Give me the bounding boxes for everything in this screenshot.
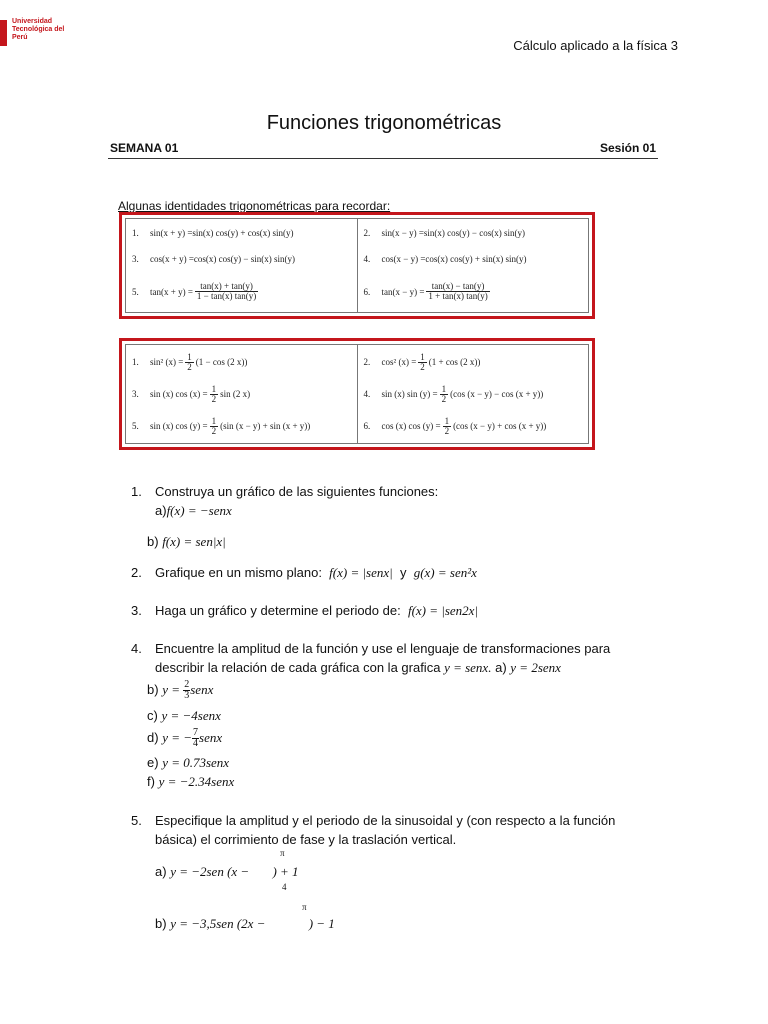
exercise-4: 4. Encuentre la amplitud de la función y use el lenguaje de transformaciones para [131, 641, 611, 656]
session-label: Sesión 01 [599, 141, 656, 155]
identities-table-sum [125, 218, 589, 313]
exercise-5a-denominator: 4 [282, 882, 287, 892]
exercise-3: 3. Haga un gráfico y determine el periodo de: f(x) = |sen2x| [131, 603, 479, 618]
identities-table-product [125, 344, 589, 444]
page-title: Funciones trigonométricas [266, 112, 502, 134]
logo-text: Universidad Tecnológica del Perú [12, 18, 65, 41]
logo-mark-icon [0, 20, 7, 46]
exercise-4c: c) y = −4senx [147, 708, 221, 723]
exercise-5a: a) y = −2sen (x − ) + 1 [155, 864, 299, 879]
exercise-5: 5. Especifique la amplitud y el periodo de la sinusoidal y (con respecto a la función [131, 813, 616, 828]
identity-cell: 2. cos² (x) = $\frac{1}{2}$ (1 + cos (2 x)) 4. sin (x) sin (y) = $\frac{1}{2}$ (cos (x − y) − cos (x + y)) 6. cos (x) cos (y) = $\frac{1}{2}$ (cos (x − y) + cos (x + y)) [363, 351, 547, 436]
identity-cell: 2. sin(x − y) = sin(x) cos(y) − cos(x) sin(y) 4. cos(x − y) = cos(x) cos(y) + sin(x) sin(y) 6. tan(x − y) = $\frac{\tan(x) - \tan(y)}{1 + \tan(x) \tan(y)}$ [363, 227, 527, 301]
identity-cell: 1. sin(x + y) = sin(x) cos(y) + cos(x) sin(y) 3. cos(x + y) = cos(x) cos(y) − sin(x) sin(y) 5. tan(x + y) = $\frac{\tan(x) + \tan(y)}{1 - \tan(x) \tan(y)}$ [126, 219, 358, 313]
exercise-2: 2. Grafique en un mismo plano: f(x) = |senx| y g(x) = sen²x [131, 565, 477, 580]
exercise-1a: a)f(x) = −senx [155, 503, 232, 518]
identity-cell: 1. sin² (x) = $\frac{1}{2}$ (1 − cos (2 x)) 3. sin (x) cos (x) = $\frac{1}{2}$ sin (2 x) 5. sin (x) cos (y) = $\frac{1}{2}$ (sin (x − y) + sin (x + y)) [126, 345, 358, 444]
exercise-4b: b) y = $\frac{2}{3}$ senx [147, 679, 214, 701]
exercise-5-line2: básica) el corrimiento de fase y la traslación vertical. [155, 832, 457, 847]
identities-intro: Algunas identidades trigonométricas para recordar: [118, 199, 391, 213]
course-name: Cálculo aplicado a la física 3 [513, 38, 678, 53]
exercise-4f: f) y = −2.34senx [147, 774, 235, 789]
header-divider [108, 158, 658, 159]
exercise-4-line2: describir la relación de cada gráfica con la grafica y = senx. a) y = 2senx [155, 660, 561, 675]
identities-box-product [119, 338, 595, 450]
exercise-1: 1. Construya un gráfico de las siguientes funciones: [131, 484, 439, 499]
exercise-4e: e) y = 0.73senx [147, 755, 230, 770]
identities-box-sum [119, 212, 595, 319]
exercise-4d: d) y = − $\frac{7}{4}$ senx [147, 727, 223, 749]
exercise-5b-pi: π [302, 902, 307, 912]
exercise-5a-pi: π [280, 848, 285, 858]
week-label: SEMANA 01 [110, 141, 179, 155]
exercise-5b: b) y = −3,5sen (2x − ) − 1 [155, 916, 335, 931]
university-logo [0, 18, 70, 52]
exercise-1b: b) f(x) = sen|x| [147, 534, 226, 549]
